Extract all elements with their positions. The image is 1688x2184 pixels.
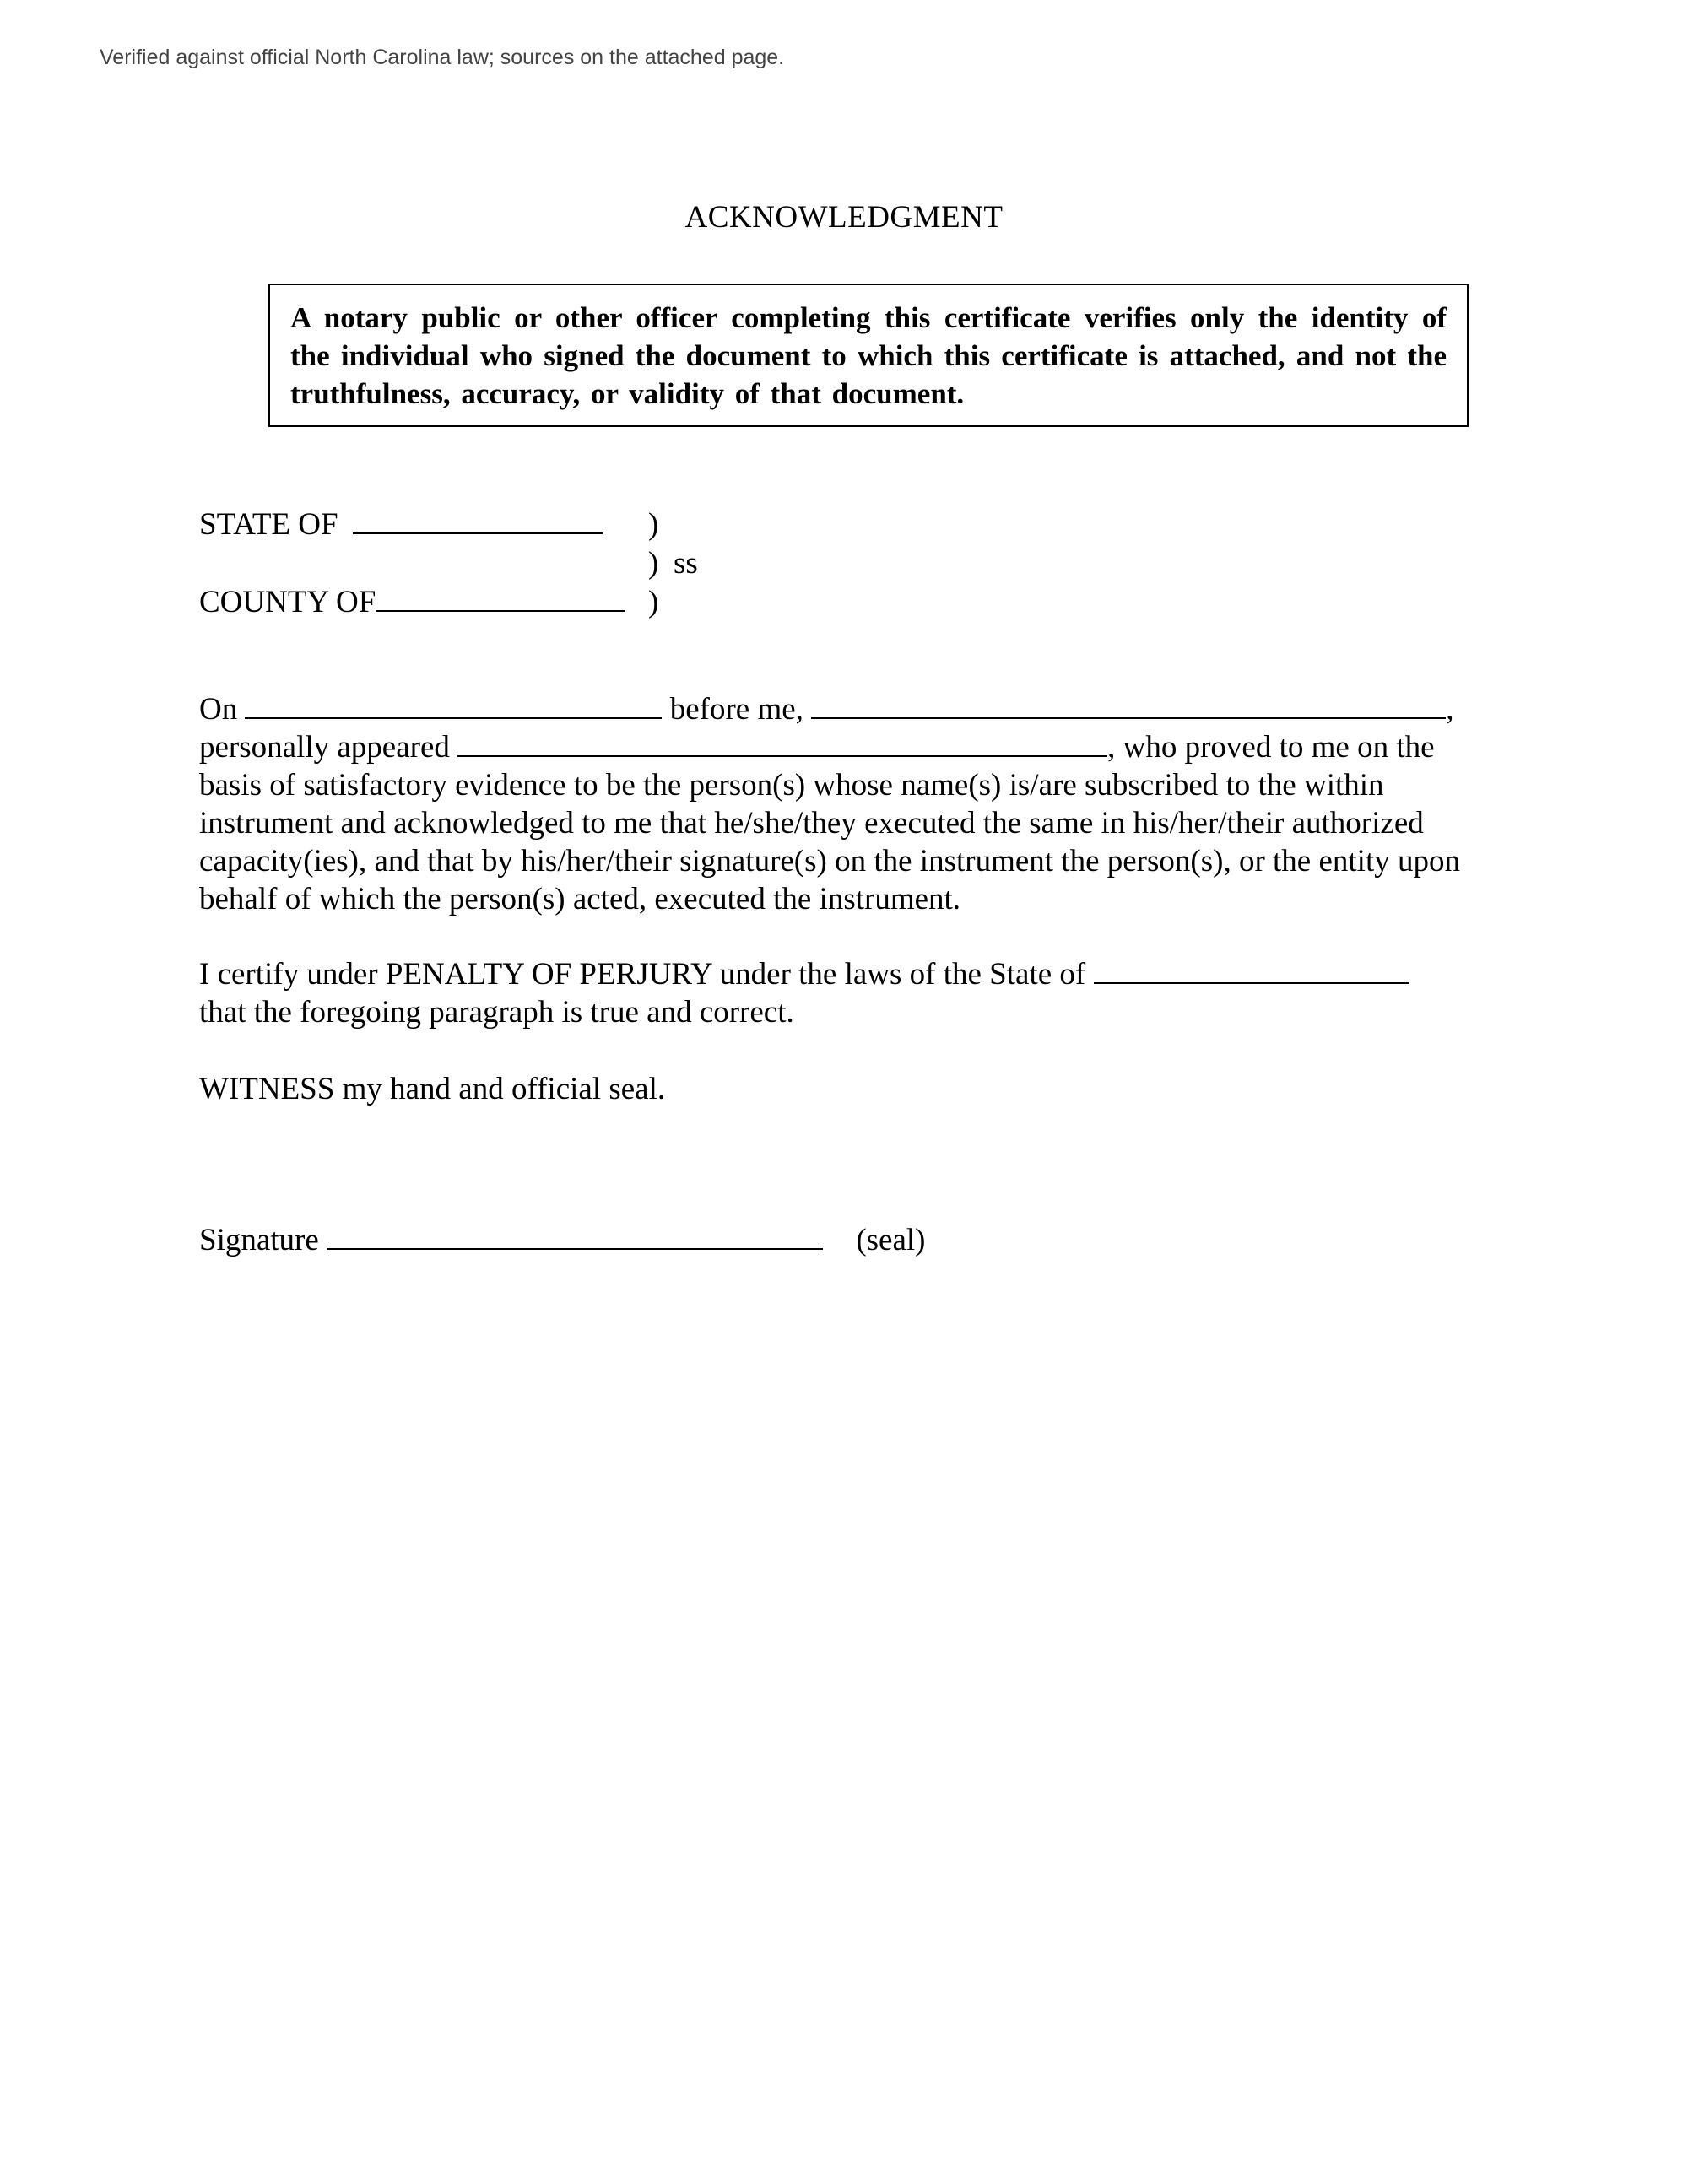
perjury-rest-text: that the foregoing paragraph is true and correct. xyxy=(199,995,794,1030)
date-blank[interactable] xyxy=(245,694,662,719)
county-blank[interactable] xyxy=(376,587,625,612)
before-me-label: before me, xyxy=(669,692,803,727)
officer-name-blank[interactable] xyxy=(811,694,1446,719)
signer-name-blank[interactable] xyxy=(457,732,1107,757)
notary-disclaimer-box xyxy=(268,284,1469,427)
state-blank[interactable] xyxy=(353,509,603,534)
acknowledgment-paragraph xyxy=(199,690,1482,918)
on-label: On xyxy=(199,692,238,727)
perjury-paragraph xyxy=(199,955,1482,1031)
who-proved-text: , who proved to me on the xyxy=(1107,730,1435,765)
witness-line xyxy=(199,1070,1482,1108)
notary-disclaimer-text: A notary public or other officer completing this certificate verifies only the identity of the individual who signed the document to which this certificate is attached, and not the truthfulness, accuracy, or validity of that document. xyxy=(290,301,1447,410)
perjury-text: I certify under PENALTY OF PERJURY under the laws of the State of xyxy=(199,957,1086,992)
signature-row xyxy=(199,1222,925,1258)
venue-paren-3: ) xyxy=(648,585,659,619)
acknowledgment-body-text: basis of satisfactory evidence to be the person(s) whose name(s) is/are subscribed to the within instrument and acknowledged to me that he/she/they executed the same in his/her/their authorized capacity(ies), and that by his/her/their signature(s) on the instrument the person(s), or the entity upon behalf of which the person(s) acted, executed the instrument. xyxy=(199,768,1460,916)
county-label: COUNTY OF xyxy=(199,585,376,619)
state-row xyxy=(199,506,603,543)
county-row xyxy=(199,584,625,620)
signature-label: Signature xyxy=(199,1223,319,1257)
seal-label: (seal) xyxy=(856,1223,926,1257)
verification-note: Verified against official North Carolina law; sources on the attached page. xyxy=(100,46,785,69)
page-title: ACKNOWLEDGMENT xyxy=(684,200,1004,235)
comma: , xyxy=(1446,692,1454,727)
venue-paren-2: ) xyxy=(648,546,659,581)
venue-paren-1: ) xyxy=(648,507,659,542)
state-label: STATE OF xyxy=(199,507,338,542)
signature-blank[interactable] xyxy=(327,1224,823,1250)
personally-appeared-label: personally appeared xyxy=(199,730,450,765)
venue-ss: ss xyxy=(674,546,698,581)
state-law-blank[interactable] xyxy=(1094,959,1409,984)
witness-text: WITNESS my hand and official seal. xyxy=(199,1072,666,1106)
